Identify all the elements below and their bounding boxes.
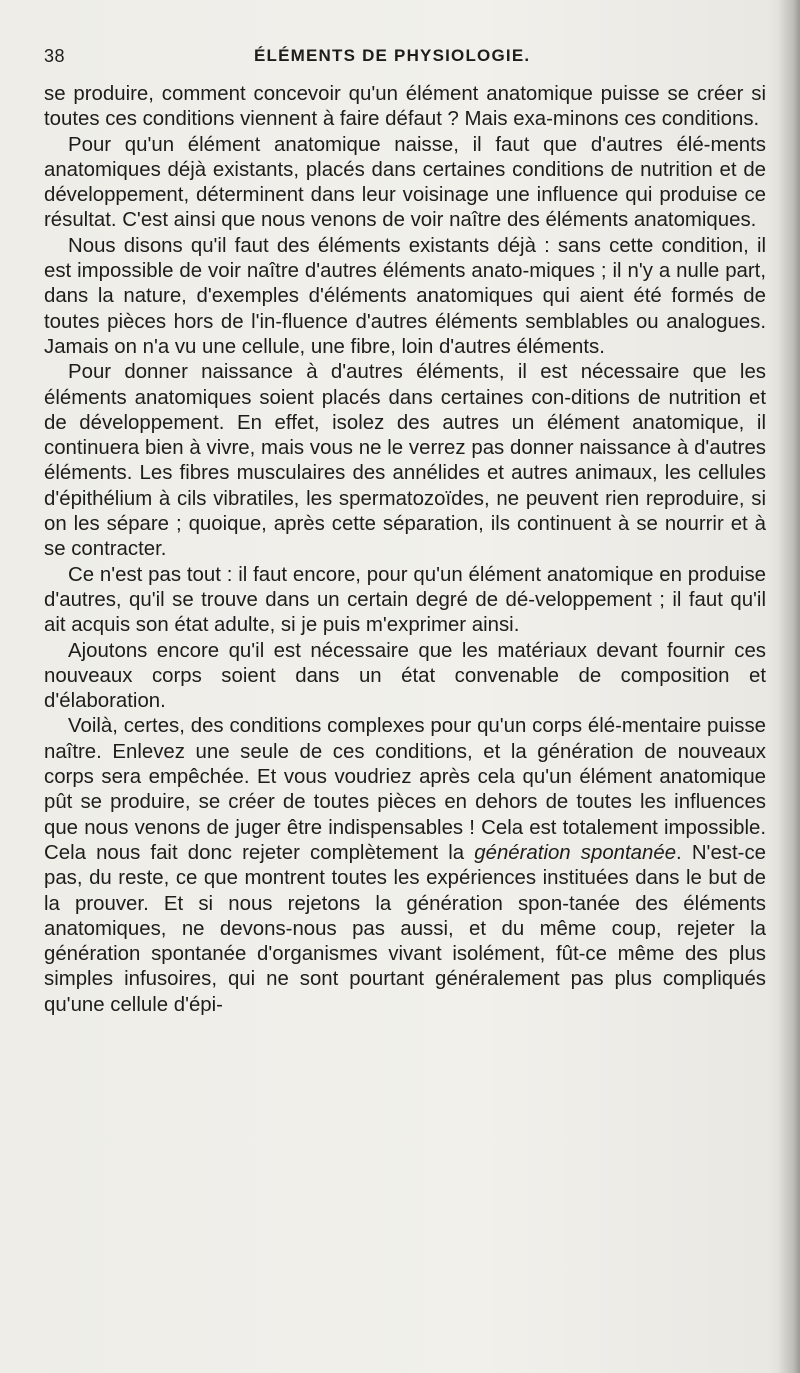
paragraph-text: . N'est-ce pas, du reste, ce que montrent toutes les expériences instituées dans le but de la prouver. Et si nous rejetons la génération spon-tanée des éléments anatomiques, ne devons-nous pas aussi, et du même coup, rejeter la génération spontanée d'organismes vivant isolément, fût-ce même des plus simples infusoires, qui ne sont pourtant généralement pas plus compliqués qu'une cellule d'épi-	[44, 841, 766, 1016]
page-number: 38	[44, 46, 66, 66]
page-edge-shadow	[778, 0, 800, 1373]
page-header	[44, 46, 744, 76]
paragraph: se produire, comment concevoir qu'un élément anatomique puisse se créer si toutes ces conditions viennent à faire défaut ? Mais exa-minons ces conditions.	[44, 83, 766, 131]
paragraph: Nous disons qu'il faut des éléments existants déjà : sans cette condition, il est impossible de voir naître d'autres éléments anato-miques ; il n'y a nulle part, dans la nature, d'exemples d'éléments anatomiques qui aient été formés de toutes pièces hors de l'in-fluence d'autres éléments semblables ou analogues. Jamais on n'a vu une cellule, une fibre, loin d'autres éléments.	[44, 234, 766, 358]
body-text	[44, 82, 766, 1018]
paragraph: Ajoutons encore qu'il est nécessaire que les matériaux devant fournir ces nouveaux corps soient dans un état convenable de composition et d'élaboration.	[44, 639, 766, 713]
paragraph	[44, 714, 766, 1018]
paragraph: Pour donner naissance à d'autres éléments, il est nécessaire que les éléments anatomiques soient placés dans certaines con-ditions de nutrition et de développement. En effet, isolez des autres un élément anatomique, il continuera bien à vivre, mais vous ne le verrez pas donner naissance à d'autres éléments. Les fibres musculaires des annélides et autres animaux, les cellules d'épithélium à cils vibratiles, les spermatozoïdes, ne peuvent rien reproduire, si on les sépare ; quoique, après cette séparation, ils continuent à se nourrir et à se contracter.	[44, 361, 766, 561]
paragraph-text: Voilà, certes, des conditions complexes pour qu'un corps élé-mentaire puisse naître. Enlevez une seule de ces conditions, et la génération de nouveaux corps sera empêchée. Et vous voudriez après cela qu'un élément anatomique pût se produire, se créer de toutes pièces en dehors de toutes les influences que nous venons de juger être indispensables ! Cela est totalement impossible. Cela nous fait donc rejeter complètement la	[44, 715, 766, 864]
paragraph: Ce n'est pas tout : il faut encore, pour qu'un élément anatomique en produise d'autres, qu'il se trouve dans un certain degré de dé-veloppement ; il faut qu'il ait acquis son état adulte, si je puis m'exprimer ainsi.	[44, 563, 766, 637]
paragraph: Pour qu'un élément anatomique naisse, il faut que d'autres élé-ments anatomiques déjà existants, placés dans certaines conditions de nutrition et de développement, déterminent dans leur voisinage une influence qui produise ce résultat. C'est ainsi que nous venons de voir naître des éléments anatomiques.	[44, 133, 766, 232]
running-title: ÉLÉMENTS DE PHYSIOLOGIE.	[254, 46, 531, 65]
emphasized-term: génération spontanée	[474, 841, 677, 864]
